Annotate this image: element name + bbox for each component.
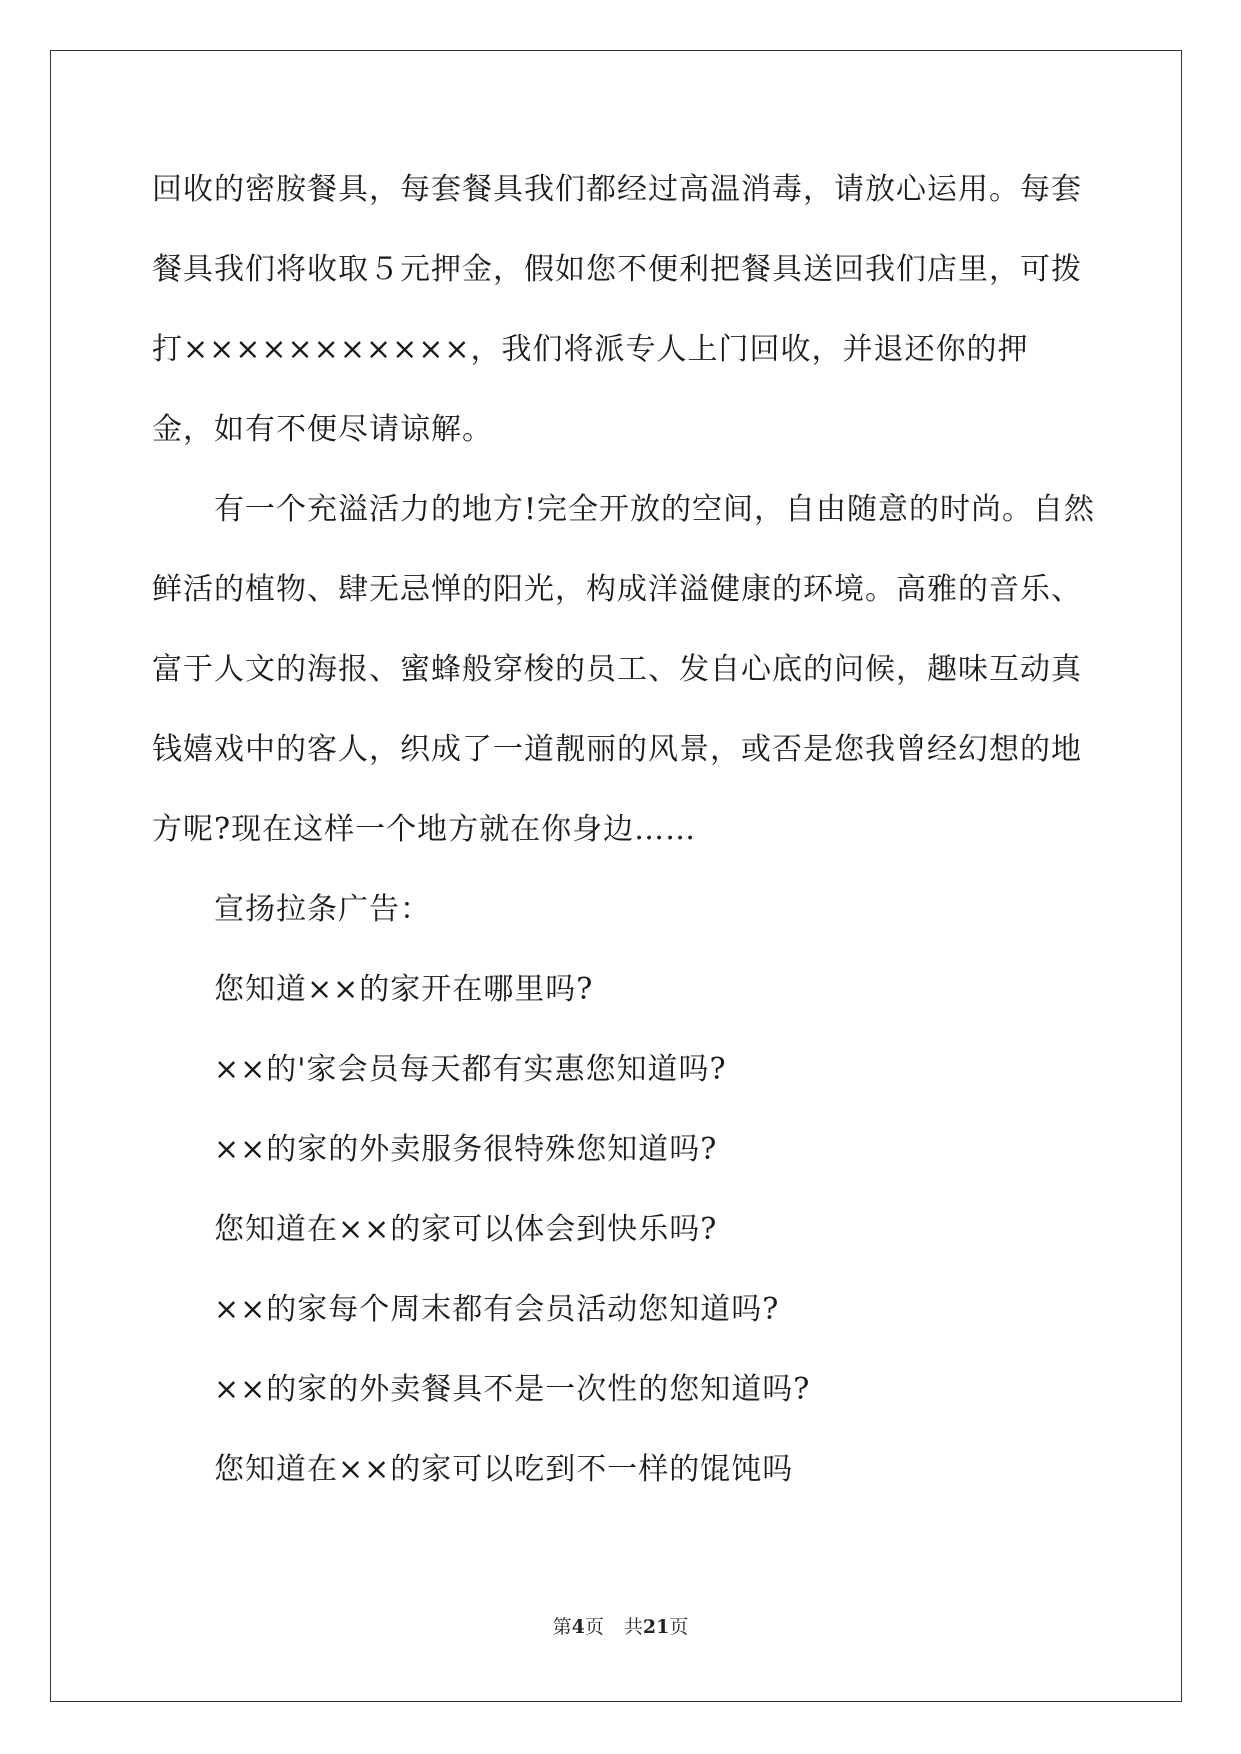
text-line: 金，如有不便尽请谅解。 bbox=[152, 412, 493, 447]
total-prefix: 共 bbox=[623, 1616, 643, 1638]
page-suffix: 页 bbox=[584, 1616, 604, 1638]
text-line: 方呢?现在这样一个地方就在你身边…… bbox=[152, 812, 697, 847]
page-prefix: 第 bbox=[552, 1616, 572, 1638]
text-line: ××的家的外卖服务很特殊您知道吗? bbox=[214, 1132, 718, 1167]
text-line: ××的家的外卖餐具不是一次性的您知道吗? bbox=[214, 1372, 811, 1407]
text-line: ××的家每个周末都有会员活动您知道吗? bbox=[214, 1292, 780, 1327]
text-line: 鲜活的植物、肆无忌惮的阳光，构成洋溢健康的环境。高雅的音乐、 bbox=[152, 572, 1082, 607]
document-body bbox=[152, 150, 1096, 1510]
text-line: 打×××××××××××，我们将派专人上门回收，并退还你的押 bbox=[152, 332, 1029, 367]
text-line: 有一个充溢活力的地方!完全开放的空间，自由随意的时尚。自然 bbox=[214, 492, 1096, 527]
text-line: 钱嬉戏中的客人，织成了一道靓丽的风景，或否是您我曾经幻想的地 bbox=[152, 732, 1082, 767]
page-footer bbox=[0, 1612, 1241, 1639]
text-line: 餐具我们将收取５元押金，假如您不便利把餐具送回我们店里，可拨 bbox=[152, 252, 1082, 287]
page-number: 4 bbox=[571, 1616, 585, 1638]
heading-line: 宣扬拉条广告： bbox=[214, 892, 431, 927]
text-line: 您知道××的家开在哪里吗? bbox=[214, 972, 594, 1007]
text-line: 您知道在××的家可以体会到快乐吗? bbox=[214, 1212, 718, 1247]
total-pages: 21 bbox=[642, 1616, 670, 1638]
total-suffix: 页 bbox=[669, 1616, 689, 1638]
text-line: 富于人文的海报、蜜蜂般穿梭的员工、发自心底的问候，趣味互动真 bbox=[152, 652, 1082, 687]
text-line: ××的'家会员每天都有实惠您知道吗? bbox=[214, 1052, 727, 1087]
text-line: 您知道在××的家可以吃到不一样的馄饨吗 bbox=[214, 1452, 794, 1487]
text-line: 回收的密胺餐具，每套餐具我们都经过高温消毒，请放心运用。每套 bbox=[152, 172, 1082, 207]
